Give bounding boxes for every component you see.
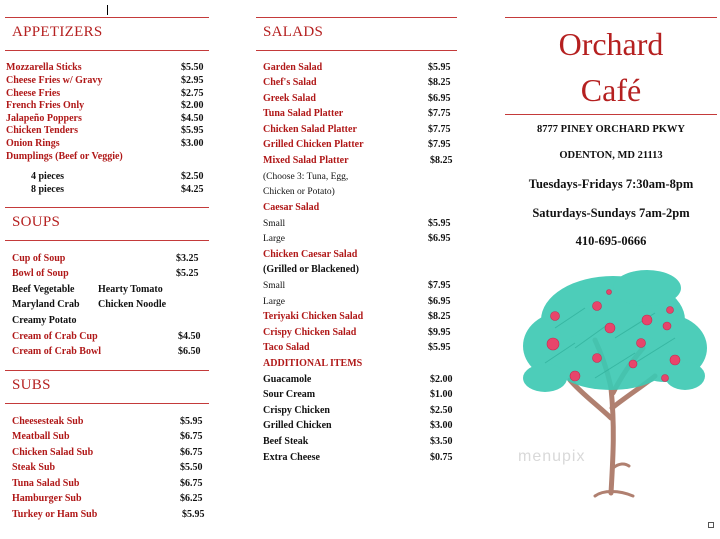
item-price: $3.25: [176, 253, 199, 264]
menu-item: Mozzarella Sticks: [6, 62, 82, 73]
menupix-watermark: menupix: [518, 448, 586, 465]
item-price: $5.95: [181, 125, 204, 136]
menu-item: Chicken Salad Platter: [263, 124, 357, 135]
cafe-city: ODENTON, MD 21113: [559, 150, 663, 161]
item-price: $5.95: [428, 342, 451, 353]
menu-item: Chef's Salad: [263, 77, 317, 88]
size-label: Large: [263, 234, 285, 244]
menu-item: Tuna Salad Platter: [263, 108, 344, 119]
item-price: $6.75: [180, 431, 203, 442]
hours-weekend: Saturdays-Sundays 7am-2pm: [532, 206, 690, 220]
menu-sub-item: 4 pieces: [31, 171, 65, 182]
page-corner-marker: [708, 522, 714, 528]
cafe-phone: 410-695-0666: [575, 234, 647, 248]
item-price: $6.25: [180, 493, 203, 504]
menu-item: French Fries Only: [6, 100, 85, 111]
salads-top-rule: [256, 17, 457, 18]
cafe-name-line1: Orchard: [558, 26, 664, 62]
menu-item: Crispy Chicken Salad: [263, 327, 357, 338]
item-price: $2.95: [181, 75, 204, 86]
subs-title: SUBS: [12, 377, 51, 393]
item-price: $6.75: [180, 447, 203, 458]
item-price: $3.50: [430, 436, 453, 447]
menu-item: Cup of Soup: [12, 253, 66, 264]
cafe-bottom-rule: [505, 114, 717, 115]
menu-item: Beef Steak: [263, 436, 309, 447]
item-price: $5.95: [428, 218, 451, 229]
menu-item: Mixed Salad Platter: [263, 155, 349, 166]
menu-item: Cheesesteak Sub: [12, 416, 84, 427]
item-price: $0.75: [430, 452, 453, 463]
menu-item: Dumplings (Beef or Veggie): [6, 151, 123, 162]
item-price: $4.50: [181, 113, 204, 124]
size-label: Large: [263, 297, 285, 307]
menu-item: Crispy Chicken: [263, 405, 330, 416]
menu-item: Chicken Caesar Salad: [263, 249, 358, 260]
item-price: $7.75: [428, 108, 451, 119]
menu-item: Teriyaki Chicken Salad: [263, 311, 364, 322]
menu-item: Chicken Tenders: [6, 125, 78, 136]
menu-item: Greek Salad: [263, 93, 316, 104]
item-price: $5.95: [180, 416, 203, 427]
item-price: $5.25: [176, 268, 199, 279]
size-label: Small: [263, 281, 286, 291]
item-price: $4.50: [178, 331, 201, 342]
tree-canopy: [523, 270, 707, 392]
menu-item: Meatball Sub: [12, 431, 70, 442]
appetizers-top-rule: [5, 17, 209, 18]
item-price: $2.50: [181, 171, 204, 182]
item-price: $1.00: [430, 389, 453, 400]
item-note: Chicken or Potato): [263, 187, 335, 197]
menu-item: Garden Salad: [263, 62, 323, 73]
item-price: $6.75: [180, 478, 203, 489]
item-price: $2.00: [430, 374, 453, 385]
item-price: $7.75: [428, 124, 451, 135]
menu-item: Chicken Salad Sub: [12, 447, 94, 458]
appetizers-bottom-rule: [5, 50, 209, 51]
item-price: $4.25: [181, 184, 204, 195]
menu-item: Steak Sub: [12, 462, 56, 473]
soup-variety: Beef Vegetable: [12, 284, 75, 295]
item-note: (Grilled or Blackened): [263, 264, 359, 275]
appetizers-title: APPETIZERS: [12, 24, 103, 40]
menu-item: Guacamole: [263, 374, 312, 385]
menu-item: Extra Cheese: [263, 452, 320, 463]
cafe-top-rule: [505, 17, 717, 18]
item-note: (Choose 3: Tuna, Egg,: [263, 172, 349, 182]
menu-sub-item: 8 pieces: [31, 184, 65, 195]
menu-item: Cheese Fries w/ Gravy: [6, 75, 103, 86]
item-price: $2.50: [430, 405, 453, 416]
soup-variety: Creamy Potato: [12, 315, 77, 326]
menu-item: Grilled Chicken Platter: [263, 139, 364, 150]
item-price: $6.95: [428, 93, 451, 104]
item-price: $8.25: [430, 155, 453, 166]
item-price: $2.75: [181, 88, 204, 99]
menu-item: Cream of Crab Cup: [12, 331, 98, 342]
menu-item: Taco Salad: [263, 342, 310, 353]
subs-top-rule: [5, 370, 209, 371]
menu-item: Turkey or Ham Sub: [12, 509, 98, 520]
text-cursor: [107, 5, 108, 15]
menu-item: Bowl of Soup: [12, 268, 69, 279]
item-price: $5.50: [181, 62, 204, 73]
soup-variety: Maryland Crab: [12, 299, 80, 310]
item-price: $5.95: [182, 509, 205, 520]
apple-tree-illustration: [515, 268, 711, 503]
item-price: $8.25: [428, 77, 451, 88]
item-price: $3.00: [430, 420, 453, 431]
salads-bottom-rule: [256, 50, 457, 51]
item-price: $6.50: [178, 346, 201, 357]
additional-items-title: ADDITIONAL ITEMS: [263, 358, 363, 369]
menu-item: Hamburger Sub: [12, 493, 82, 504]
item-price: $6.95: [428, 296, 451, 307]
salads-title: SALADS: [263, 24, 324, 40]
item-price: $8.25: [428, 311, 451, 322]
subs-bottom-rule: [5, 403, 209, 404]
soups-top-rule: [5, 207, 209, 208]
soups-title: SOUPS: [12, 214, 61, 230]
menu-item: Sour Cream: [263, 389, 316, 400]
item-price: $6.95: [428, 233, 451, 244]
item-price: $7.95: [428, 139, 451, 150]
soups-bottom-rule: [5, 240, 209, 241]
cafe-address: 8777 PINEY ORCHARD PKWY: [536, 124, 686, 135]
item-price: $7.95: [428, 280, 451, 291]
size-label: Small: [263, 219, 286, 229]
item-price: $5.95: [428, 62, 451, 73]
item-price: $5.50: [180, 462, 203, 473]
menu-item: Jalapeño Poppers: [6, 113, 82, 124]
menu-item: Caesar Salad: [263, 202, 320, 213]
soup-variety: Hearty Tomato: [98, 284, 163, 295]
menu-item: Grilled Chicken: [263, 420, 332, 431]
item-price: $9.95: [428, 327, 451, 338]
item-price: $3.00: [181, 138, 204, 149]
cafe-name-line2: Café: [580, 72, 642, 108]
soup-variety: Chicken Noodle: [98, 299, 167, 310]
menu-item: Tuna Salad Sub: [12, 478, 80, 489]
menu-item: Cream of Crab Bowl: [12, 346, 101, 357]
menu-item: Onion Rings: [6, 138, 60, 149]
menu-item: Cheese Fries: [6, 88, 61, 99]
hours-weekday: Tuesdays-Fridays 7:30am-8pm: [528, 177, 694, 191]
item-price: $2.00: [181, 100, 204, 111]
